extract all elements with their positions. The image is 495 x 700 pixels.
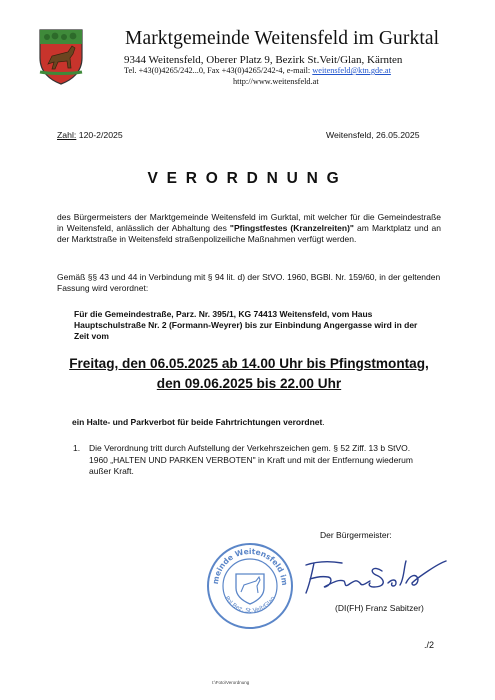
mayor-label: Der Bürgermeister: [320, 530, 392, 540]
event-name: "Pfingstfestes (Kranzelreiten)" [229, 223, 354, 233]
prohibition-end: . [322, 417, 325, 427]
road-section-paragraph: Für die Gemeindestraße, Parz. Nr. 395/1, KG 74413 Weitensfeld, vom Haus Hauptschulstraße Nr. 2 (Formann-Weyrer) bis zur Einbindung Angergasse wird in der Zeit vom [74, 309, 418, 341]
municipality-title: Marktgemeinde Weitensfeld im Gurktal [125, 28, 440, 49]
time-period: Freitag, den 06.05.2025 ab 14.00 Uhr bis Pfingstmontag, den 09.06.2025 bis 22.00 Uhr [69, 356, 429, 391]
reference-value: 120-2/2025 [76, 130, 123, 140]
page-number: ./2 [424, 640, 435, 650]
address-line: 9344 Weitensfeld, Oberer Platz 9, Bezirk St.Veit/Glan, Kärnten [124, 54, 403, 66]
stamp-text-bottom: Pol.Bez. St.Veit/Glan [223, 595, 277, 615]
prohibition-line [72, 417, 325, 427]
coat-of-arms-icon [38, 28, 84, 86]
contact-prefix: Tel. +43(0)4265/242...0, Fax +43(0)4265/242-4, e-mail: [124, 66, 313, 75]
intro-text-before: des Bürgermeisters der Marktgemeinde Weitensfeld im Gurktal, mit welcher für die Gemeindestraße in Weitensfeld, anlässlich der Abhaltung des [57, 212, 441, 233]
handwritten-signature [300, 553, 450, 598]
email-link[interactable]: weitensfeld@ktn.gde.at [312, 66, 391, 75]
reference-label: Zahl: [57, 130, 77, 140]
document-heading: VERORDNUNG [147, 170, 348, 187]
legal-basis-paragraph: Gemäß §§ 43 und 44 in Verbindung mit § 94 lit. d) der StVO. 1960, BGBl. Nr. 159/60, in der geltenden Fassung wird verordnet: [57, 272, 441, 293]
point-number: 1. [73, 443, 81, 453]
official-stamp [205, 541, 295, 631]
svg-text:Pol.Bez. St.Veit/Glan [223, 595, 277, 615]
reference-number [57, 130, 123, 140]
place-and-date: Weitensfeld, 26.05.2025 [326, 130, 420, 140]
prohibition-text: ein Halte- und Parkverbot für beide Fahrtrichtungen verordnet [72, 417, 323, 427]
intro-paragraph [57, 212, 441, 245]
stamp-text-top: meinde Weitensfeld im [210, 546, 290, 587]
file-path: I:\Foto\Verordnung [212, 680, 250, 685]
contact-line [124, 66, 391, 75]
intro-text-after: am Marktplatz und an der Marktstraße in Weitensfeld straßenpolizeiliche Maßnahmen verfügt werden. [57, 223, 441, 244]
point-text: Die Verordnung tritt durch Aufstellung der Verkehrszeichen gem. § 52 Ziff. 13 b StVO. 1960 „HALTEN UND PARKEN VERBOTEN" in Kraft und mit der Entfernung wiederum außer Kraft. [89, 443, 413, 476]
mayor-name: (DI(FH) Franz Sabitzer) [335, 603, 424, 613]
website-link[interactable]: http://www.weitensfeld.at [233, 77, 319, 86]
